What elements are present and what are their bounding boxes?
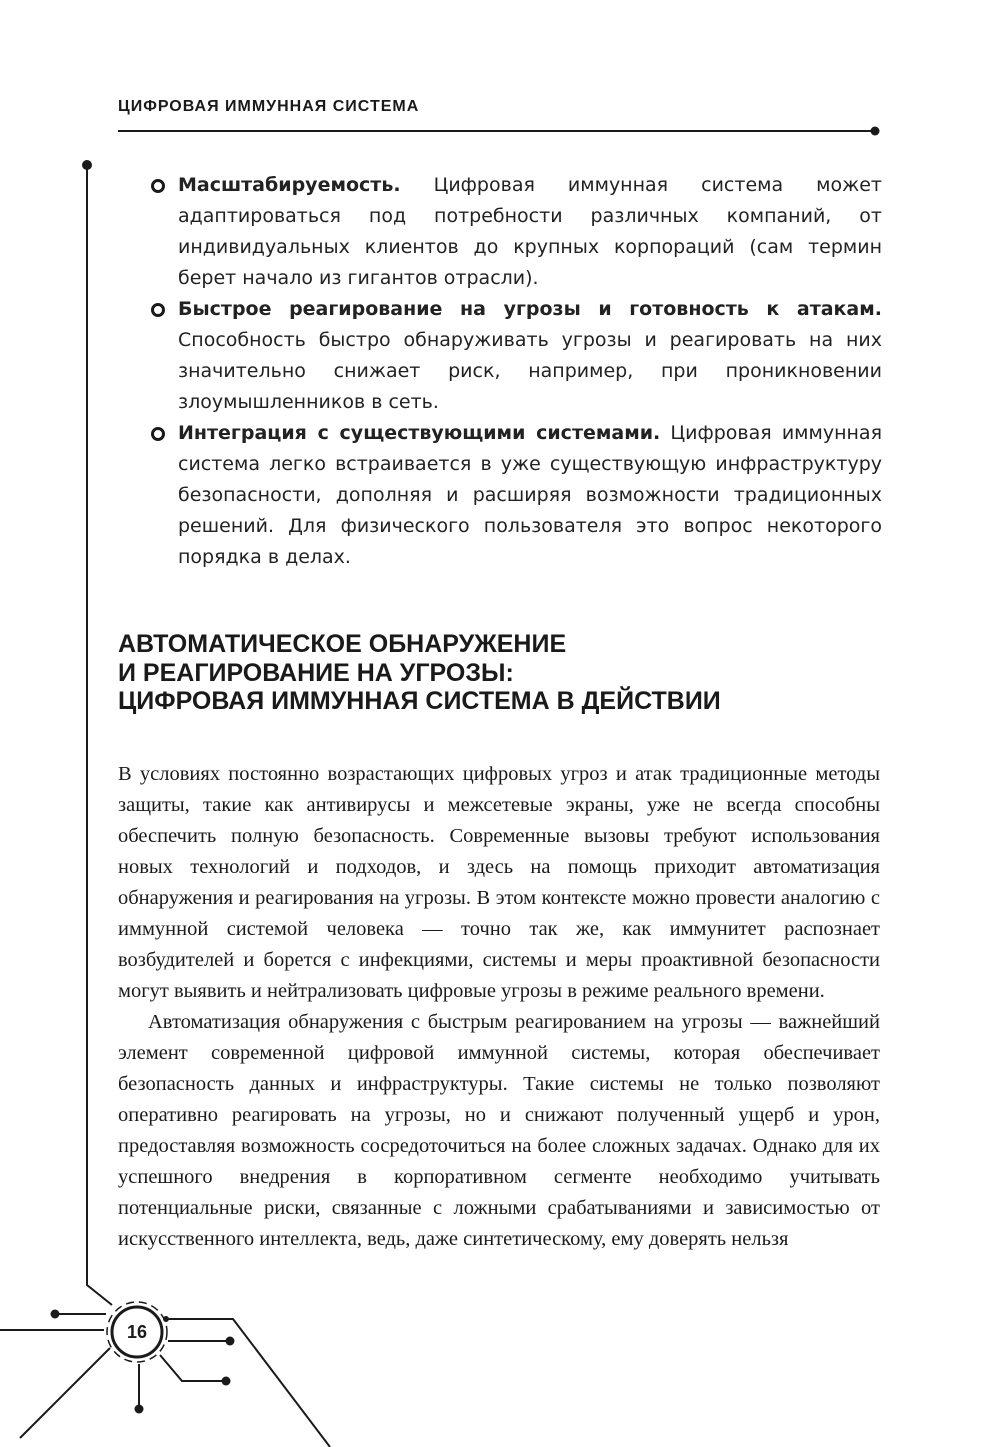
section-heading-line: ЦИФРОВАЯ ИММУННАЯ СИСТЕМА В ДЕЙСТВИИ — [118, 687, 721, 715]
bullet-circle-icon — [151, 427, 165, 441]
body-text — [118, 759, 880, 1255]
section-heading-line: АВТОМАТИЧЕСКОЕ ОБНАРУЖЕНИЕ — [118, 630, 567, 658]
connector-node — [222, 1377, 231, 1386]
list-item — [150, 418, 882, 573]
section-heading — [118, 630, 878, 716]
bullet-circle-icon — [151, 179, 165, 193]
list-item-text: Цифровая иммунная система может адаптироваться под потребности различных компаний, от индивидуальных клиентов до крупных корпораций (сам термин берет начало из гигантов отрасли). — [178, 174, 882, 289]
margin-line — [87, 165, 112, 1305]
connector-line — [165, 1319, 330, 1447]
feature-list — [150, 170, 882, 573]
list-item-term: Масштабируемость. — [178, 174, 401, 196]
header-rule-node — [871, 127, 880, 136]
connector-line — [160, 1355, 224, 1381]
paragraph: В условиях постоянно возрастающих цифровых угроз и атак традиционные методы защиты, такие как антивирусы и межсетевые экраны, уже не всегда способны обеспечить полную безопасность. Современные вызовы требуют использования новых технологий и подходов, и здесь на помощь приходит автоматизация обнаружения и реагирования на угрозы. В этом контексте можно провести аналогию с иммунной системой человека — точно так же, как иммунитет распознает возбудителей и борется с инфекциями, системы и меры проактивной безопасности могут выявить и нейтрализовать цифровые угрозы в режиме реального времени. — [118, 763, 880, 1002]
page-number: 16 — [126, 1321, 148, 1342]
connector-line — [20, 1348, 110, 1438]
paragraph: Автоматизация обнаружения с быстрым реагированием на угрозы — важнейший элемент современной цифровой иммунной системы, которая обеспечивает безопасность данных и инфраструктуры. Такие системы не только позволяют оперативно реагировать на угрозы, но и снижают полученный ущерб и урон, предоставляя возможность сосредоточиться на более сложных задачах. Однако для их успешного внедрения в корпоративном сегменте необходимо учитывать потенциальные риски, связанные с ложными срабатываниями и зависимостью от искусственного интеллекта, ведь, даже синтетическому, ему доверять нельзя — [118, 1011, 880, 1250]
running-head: ЦИФРОВАЯ ИММУННАЯ СИСТЕМА — [118, 98, 420, 115]
section-heading-line: И РЕАГИРОВАНИЕ НА УГРОЗЫ: — [118, 658, 514, 687]
list-item — [150, 294, 882, 418]
list-item — [150, 170, 882, 294]
list-item-text: Способность быстро обнаруживать угрозы и реагировать на них значительно снижает риск, например, при проникновении злоумышленников в сеть. — [178, 329, 882, 413]
connector-node — [163, 1316, 169, 1322]
bullet-circle-icon — [151, 303, 165, 317]
list-item-term: Быстрое реагирование на угрозы и готовность к атакам. — [178, 298, 882, 320]
list-item-term: Интеграция с существующими системами. — [178, 422, 661, 444]
connector-node — [226, 1337, 235, 1346]
connector-node — [135, 1405, 144, 1414]
list-item-text: Цифровая иммунная система легко встраивается в уже существующую инфраструктуру безопасности, дополняя и расширяя возможности традиционных решений. Для физического пользователя это вопрос некоторого порядка в делах. — [178, 422, 883, 568]
